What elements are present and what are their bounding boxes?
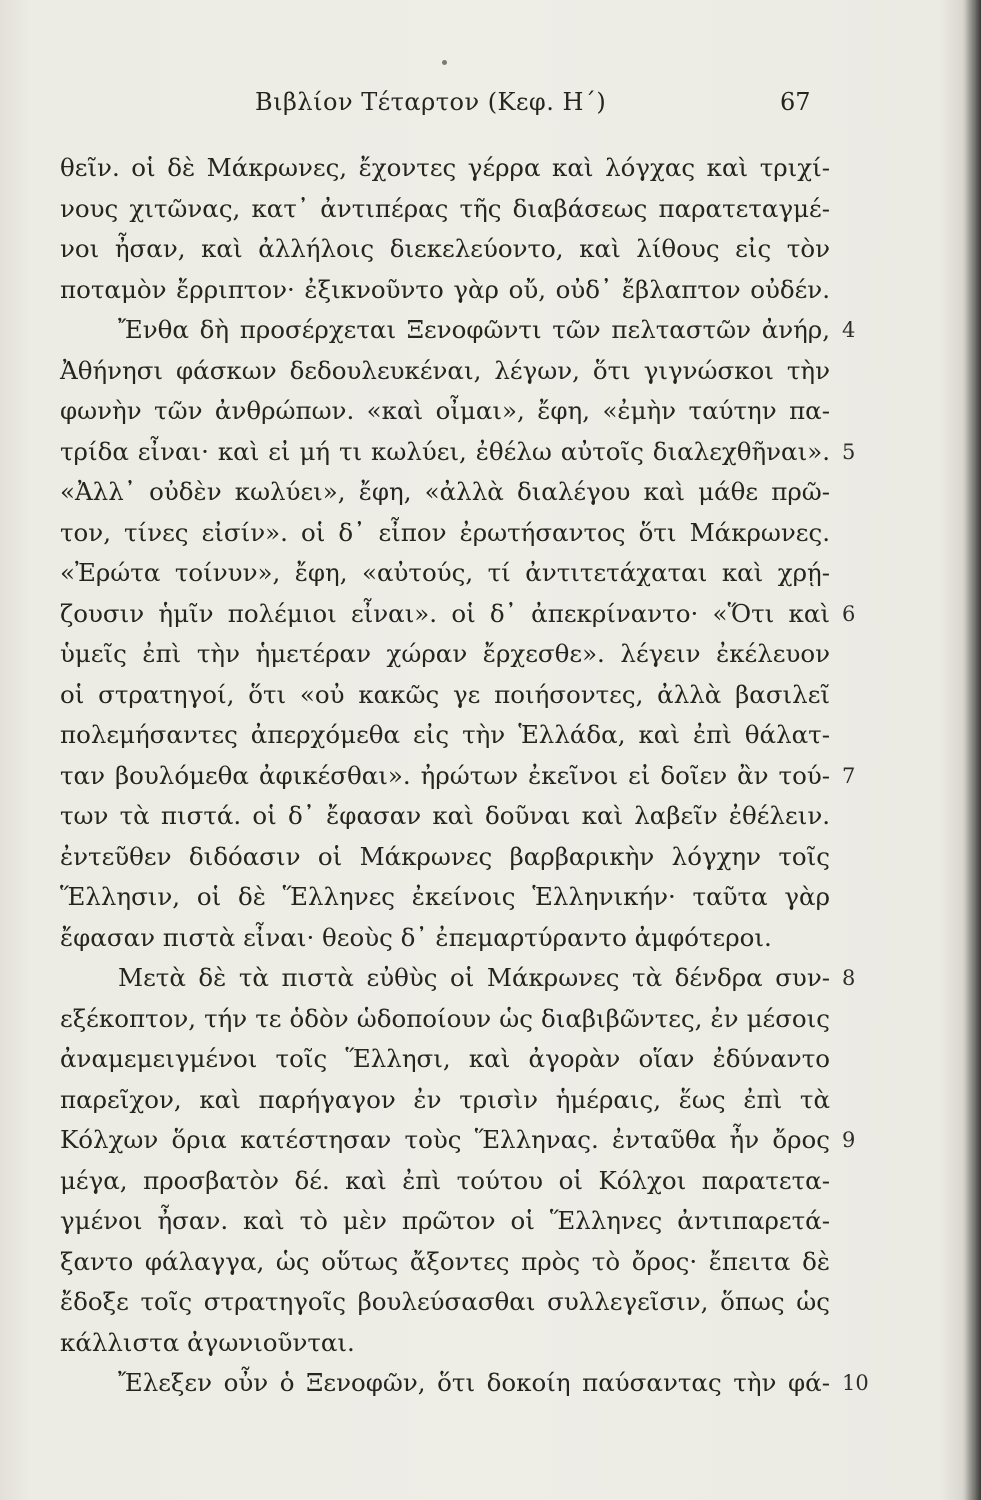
text-line: «Ἐρώτα τοίνυν», ἔφη, «αὐτούς, τί ἀντιτετάχαται καὶ χρῄ-	[60, 558, 830, 587]
text-line: εξέκοπτον, τήν τε ὁδὸν ὡδοποίουν ὡς διαβιβῶντες, ἐν μέσοις	[60, 1003, 830, 1033]
section-number: 10	[842, 1371, 869, 1395]
text-line: κάλλιστα ἀγωνιοῦνται.	[60, 1327, 355, 1357]
text-line: Ἔνθα δὴ προσέρχεται Ξενοφῶντι τῶν πελταστῶν ἀνήρ,	[118, 315, 830, 344]
text-line: παρεῖχον, καὶ παρήγαγον ἐν τρισὶν ἡμέραις, ἕως ἐπὶ τὰ	[60, 1084, 830, 1114]
section-number: 4	[842, 318, 856, 342]
section-number: 8	[842, 966, 856, 990]
page-edge-shadow	[965, 0, 981, 1500]
text-line: νοι ἦσαν, καὶ ἀλλήλοις διεκελεύοντο, καὶ λίθους εἰς τὸν	[60, 234, 830, 263]
text-line: ἐντεῦθεν διδόασιν οἱ Μάκρωνες βαρβαρικὴν λόγχην τοῖς	[60, 841, 830, 871]
text-line: γμένοι ἦσαν. καὶ τὸ μὲν πρῶτον οἱ Ἕλληνες ἀντιπαρετά-	[60, 1206, 830, 1235]
section-number: 9	[842, 1128, 856, 1152]
text-line: τρίδα εἶναι· καὶ εἰ μή τι κωλύει, ἐθέλω αὐτοῖς διαλεχθῆναι».	[60, 436, 830, 466]
text-line: ποταμὸν ἔρριπτον· ἐξικνοῦντο γὰρ οὔ, οὐδ᾿ ἔβλαπτον οὐδέν.	[60, 274, 830, 304]
text-line: ἔδοξε τοῖς στρατηγοῖς βουλεύσασθαι συλλεγεῖσιν, ὅπως ὡς	[60, 1287, 830, 1316]
text-line: θεῖν. οἱ δὲ Μάκρωνες, ἔχοντες γέρρα καὶ λόγχας καὶ τριχί-	[60, 153, 830, 182]
text-line: «Ἀλλ᾿ οὐδὲν κωλύει», ἔφη, «ἀλλὰ διαλέγου καὶ μάθε πρῶ-	[60, 477, 830, 506]
section-number: 6	[842, 601, 856, 626]
text-line: Κόλχων ὅρια κατέστησαν τοὺς Ἕλληνας. ἐνταῦθα ἦν ὄρος	[60, 1125, 830, 1154]
text-line: φωνὴν τῶν ἀνθρώπων. «καὶ οἶμαι», ἔφη, «ἐμὴν ταύτην πα-	[60, 396, 830, 425]
text-line: ὑμεῖς ἐπὶ τὴν ἡμετέραν χώραν ἔρχεσθε». λέγειν ἐκέλευον	[60, 639, 830, 668]
text-line: ζουσιν ἡμῖν πολέμιοι εἶναι». οἱ δ᾿ ἀπεκρίναντο· «Ὅτι καὶ	[60, 598, 830, 628]
text-line: οἱ στρατηγοί, ὅτι «οὐ κακῶς γε ποιήσοντες, ἀλλὰ βασιλεῖ	[60, 679, 830, 709]
text-line: νους χιτῶνας, κατ᾿ ἀντιπέρας τῆς διαβάσεως παρατεταγμέ-	[60, 193, 830, 223]
text-line: Ἕλλησιν, οἱ δὲ Ἕλληνες ἐκείνοις Ἑλληνικήν· ταῦτα γὰρ	[60, 882, 830, 911]
section-number: 5	[842, 439, 856, 464]
page-number: 67	[780, 88, 811, 116]
text-line: ἀναμεμειγμένοι τοῖς Ἕλλησι, καὶ ἀγορὰν οἵαν ἐδύναντο	[60, 1044, 830, 1073]
text-line: τον, τίνες εἰσίν». οἱ δ᾿ εἶπον ἐρωτήσαντος ὅτι Μάκρωνες.	[60, 517, 830, 547]
text-line: ἔφασαν πιστὰ εἶναι· θεοὺς δ᾿ ἐπεμαρτύραντο ἀμφότεροι.	[60, 922, 772, 952]
text-line: Ἔλεξεν οὖν ὁ Ξενοφῶν, ὅτι δοκοίη παύσαντας τὴν φά-	[118, 1368, 830, 1397]
text-line: πολεμήσαντες ἀπερχόμεθα εἰς τὴν Ἑλλάδα, καὶ ἐπὶ θάλατ-	[60, 720, 830, 749]
text-line: Ἀθήνησι φάσκων δεδουλευκέναι, λέγων, ὅτι γιγνώσκοι τὴν	[60, 355, 830, 385]
printer-dot-mark	[442, 60, 447, 65]
text-line: ταν βουλόμεθα ἀφικέσθαι». ἠρώτων ἐκεῖνοι εἰ δοῖεν ἂν τού-	[60, 760, 830, 790]
text-line: Μετὰ δὲ τὰ πιστὰ εὐθὺς οἱ Μάκρωνες τὰ δένδρα συν-	[118, 963, 830, 992]
running-title: Βιβλίον Τέταρτον (Κεφ. Η΄)	[255, 88, 607, 116]
text-line: μέγα, προσβατὸν δέ. καὶ ἐπὶ τούτου οἱ Κόλχοι παρατετα-	[60, 1165, 830, 1195]
text-line: των τὰ πιστά. οἱ δ᾿ ἔφασαν καὶ δοῦναι καὶ λαβεῖν ἐθέλειν.	[60, 801, 830, 830]
section-number: 7	[842, 763, 856, 788]
text-line: ξαντο φάλαγγα, ὡς οὕτως ἄξοντες πρὸς τὸ ὄρος· ἔπειτα δὲ	[60, 1246, 830, 1276]
